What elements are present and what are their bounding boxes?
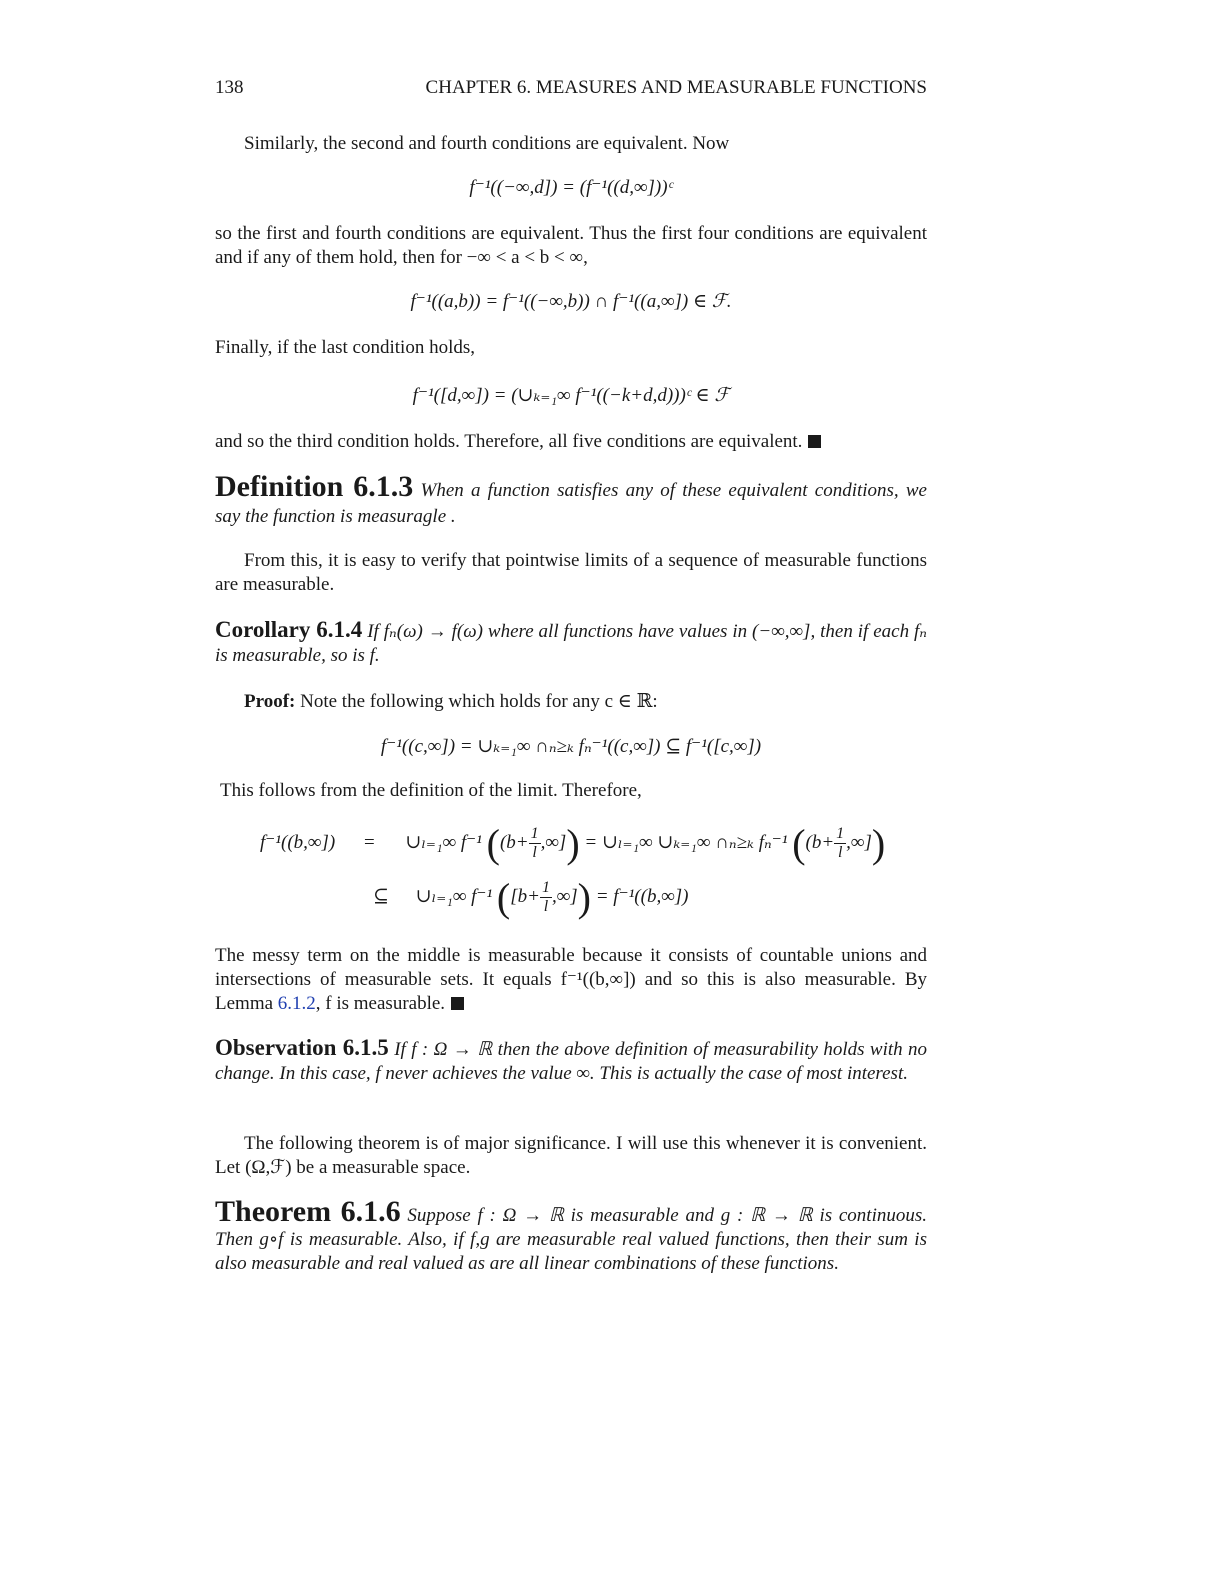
paragraph-text: , f is measurable. — [315, 993, 446, 1014]
definition-block — [215, 470, 927, 530]
lemma-link[interactable]: 6.1.2 — [277, 993, 316, 1014]
observation-block — [215, 1036, 927, 1086]
paragraph: so the first and fourth conditions are equivalent. Thus the first four conditions are equivalent and if any of them hold, then for −∞ < a < b < ∞, — [215, 223, 927, 268]
theorem-label: Theorem 6.1.6 — [215, 1195, 401, 1228]
equation-1: f⁻¹((−∞,d]) = (f⁻¹((d,∞]))ᶜ — [469, 177, 673, 198]
observation-label: Observation 6.1.5 — [215, 1035, 389, 1060]
equation-5-line-2: ⊆ ∪ₗ₌₁∞ f⁻¹ ([b+ $\frac{1}{l}$ ,∞]) = f⁻¹((b,∞]) — [373, 875, 689, 920]
equation-4: f⁻¹((c,∞]) = ∪ₖ₌₁∞ ∩ₙ≥ₖ fₙ⁻¹((c,∞]) ⊆ f⁻¹([c,∞]) — [380, 736, 762, 757]
paragraph-text: The messy term on the middle is measurable because it consists of countable unions and intersections of measurable sets. It equals f⁻¹((b,∞]) and so this is also measurable. By Lemma — [215, 945, 927, 1014]
fraction: $\frac{1}{l}$ — [541, 879, 550, 915]
equation-5-line-1: f⁻¹((b,∞]) = ∪ₗ₌₁∞ f⁻¹ ((b+ $\frac{1}{l}$ ,∞]) = ∪ₗ₌₁∞ ∪ₖ₌₁∞ ∩ₙ≥ₖ fₙ⁻¹ ((b+ $\frac{1}{l}$ ,∞]) — [260, 821, 886, 866]
paragraph: From this, it is easy to verify that pointwise limits of a sequence of measurable functions are measurable. — [215, 550, 927, 595]
eq5-term: = ∪ₗ₌₁∞ ∪ₖ₌₁∞ ∩ₙ≥ₖ fₙ⁻¹ — [584, 831, 788, 853]
paragraph-text: and so the third condition holds. Therefore, all five conditions are equivalent. — [215, 431, 803, 452]
corollary-block — [215, 618, 927, 668]
fraction: $\frac{1}{l}$ — [530, 825, 539, 861]
qed-symbol — [451, 997, 464, 1010]
definition-label: Definition 6.1.3 — [215, 470, 414, 503]
proof-block — [215, 690, 927, 714]
paragraph: The following theorem is of major significance. I will use this whenever it is convenient. Let (Ω,ℱ) be a measurable space. — [215, 1133, 927, 1178]
paragraph — [215, 430, 927, 454]
theorem-block — [215, 1195, 928, 1276]
equation-2: f⁻¹((a,b)) = f⁻¹((−∞,b)) ∩ f⁻¹((a,∞]) ∈ ℱ. — [410, 291, 732, 312]
eq5-term: ∪ₗ₌₁∞ f⁻¹ — [415, 885, 493, 907]
eq5-relation: ⊆ — [373, 885, 389, 907]
eq5-relation: = — [363, 831, 375, 853]
paragraph — [215, 944, 927, 1016]
eq5-term: ∪ₗ₌₁∞ f⁻¹ — [405, 831, 482, 853]
definition-text: When a function satisfies any of these equivalent conditions, we say the function is measuragle . — [215, 480, 927, 527]
theorem-text: Suppose f : Ω → ℝ is measurable and g : ℝ → ℝ is continuous. Then g∘f is measurable. Also, if f,g are measurable real valued functions, then their sum is also measurable and real valued as are all linear combinations of these functions. — [215, 1205, 928, 1274]
equation-3: f⁻¹([d,∞]) = (∪ₖ₌₁∞ f⁻¹((−k+d,d)))ᶜ ∈ ℱ — [412, 385, 730, 406]
qed-symbol — [808, 435, 821, 448]
page-number: 138 — [215, 77, 244, 98]
fraction: $\frac{1}{l}$ — [836, 825, 845, 861]
eq5-term: = f⁻¹((b,∞]) — [595, 885, 689, 907]
corollary-text: If fₙ(ω) → f(ω) where all functions have values in (−∞,∞], then if each fₙ is measurable, so is f. — [215, 621, 927, 666]
paragraph: This follows from the definition of the limit. Therefore, — [220, 780, 642, 801]
proof-text: Note the following which holds for any c ∈ ℝ: — [300, 691, 658, 712]
proof-label: Proof: — [244, 691, 296, 712]
paragraph: Similarly, the second and fourth conditions are equivalent. Now — [244, 133, 730, 154]
chapter-title: CHAPTER 6. MEASURES AND MEASURABLE FUNCTIONS — [425, 77, 927, 98]
corollary-label: Corollary 6.1.4 — [215, 617, 363, 642]
paragraph: Finally, if the last condition holds, — [215, 337, 475, 358]
observation-text: If f : Ω → ℝ then the above definition of measurability holds with no change. In this case, f never achieves the value ∞. This is actually the case of most interest. — [215, 1039, 928, 1084]
eq5-left: f⁻¹((b,∞]) — [260, 831, 336, 853]
